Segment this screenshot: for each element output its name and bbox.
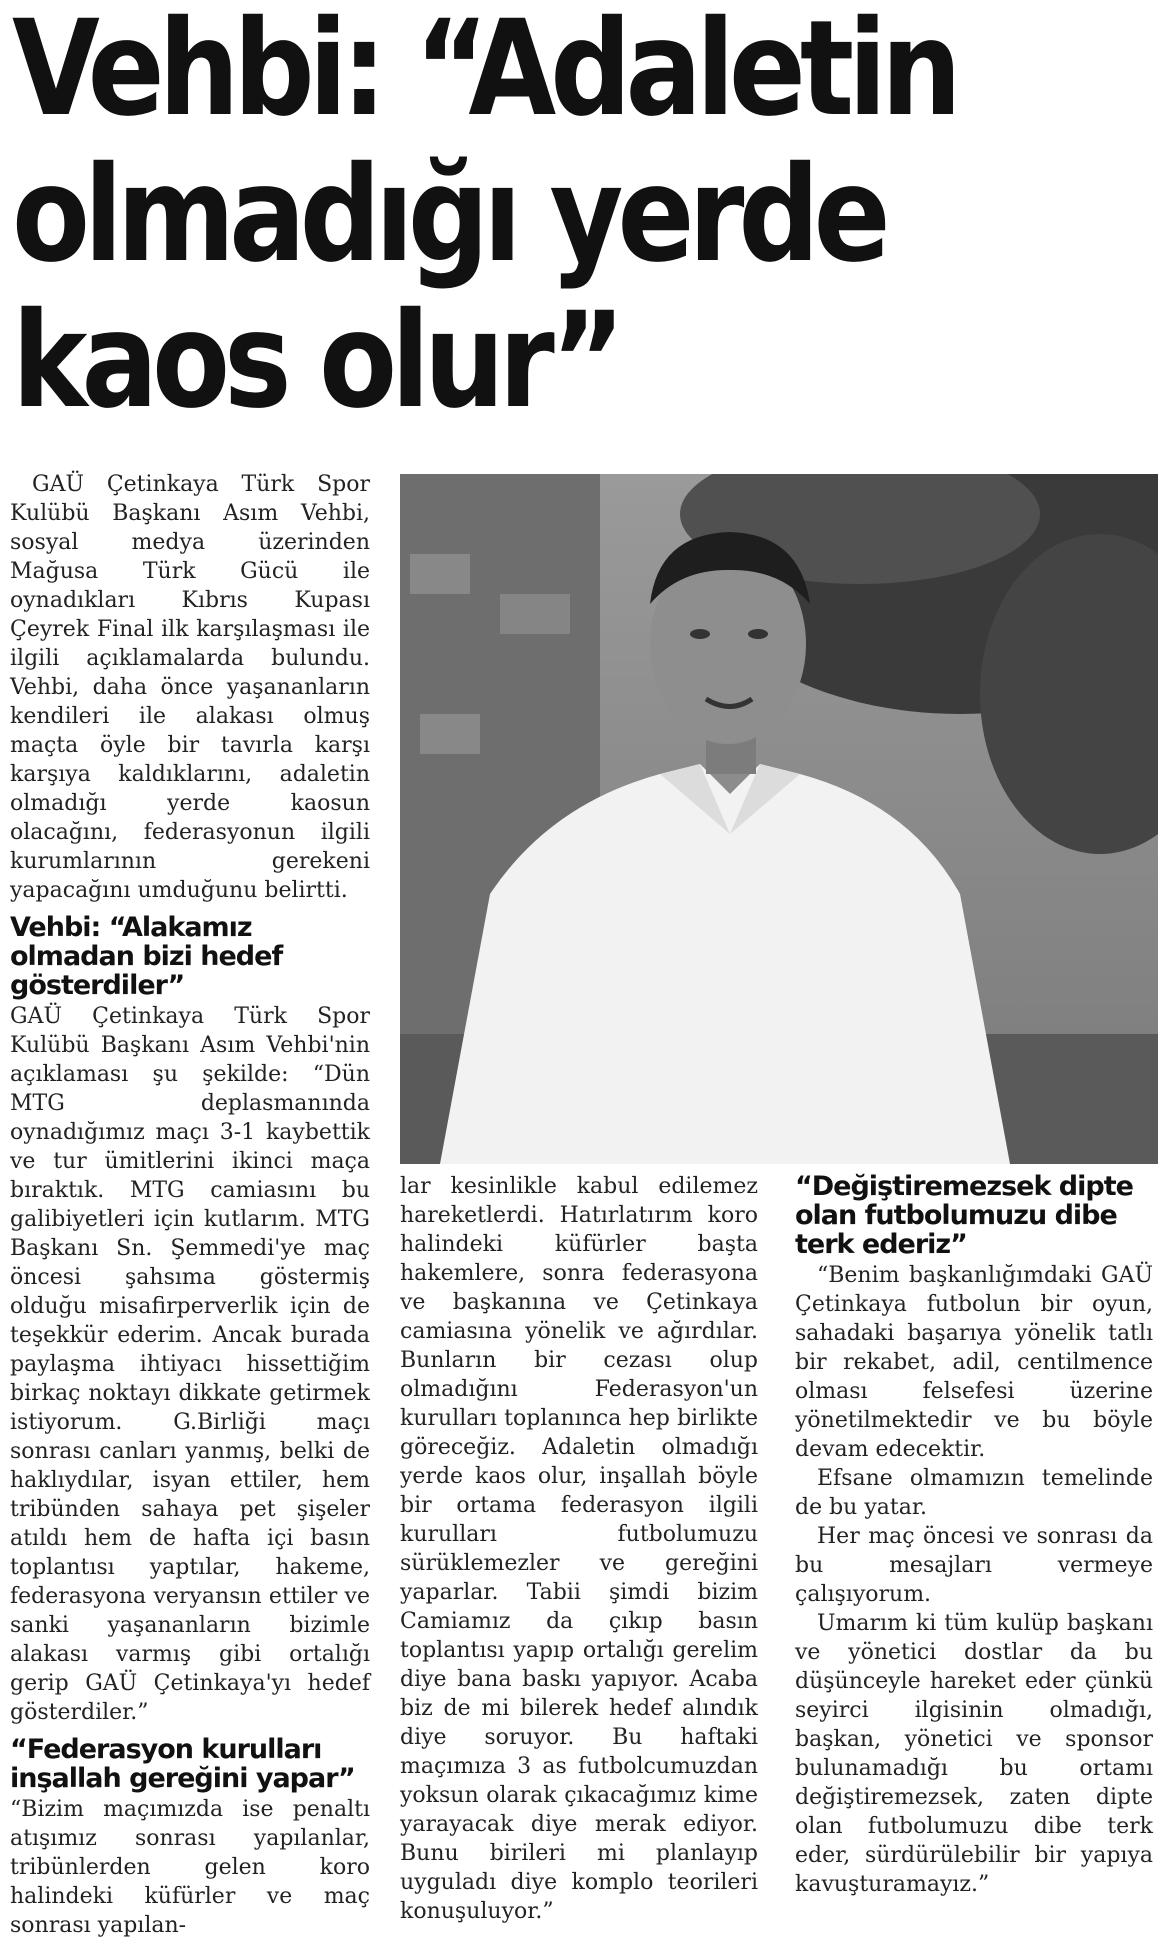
subheading-2: “Federasyon kurulları inşallah gereğini yapar” — [10, 1734, 355, 1794]
body-paragraph-4: “Benim başkanlığımdaki GAÜ Çetinkaya futbolun bir oyun, sahadaki başarıya yönelik tatlı bir rekabet, adil, centilmence olması felsefesi üzerine yönetilmektedir ve bu böyle devam edecektir. — [795, 1263, 1153, 1462]
portrait-photo — [400, 474, 1158, 1164]
body-paragraph-1: GAÜ Çetinkaya Türk Spor Kulübü Başkanı Asım Vehbi'nin açıklaması şu şekilde: “Dün MTG deplasmanında oynadığımız maçı 3-1 kaybettik ve tur ümitlerini ikinci maça bıraktık. MTG camiasını bu galibiyetleri için kutlarım. MTG Başkanı Sn. Şemmedi'ye maç öncesi şahsıma göstermiş olduğu misafirperverlik için de teşekkür ederim. Ancak burada paylaşma ihtiyacı hissettiğim birkaç noktayı dikkate getirmek istiyorum. G.Birliği maçı sonrası canları yanmış, belki de haklıydılar, isyan ettiler, hem tribünden sahaya pet şişeler atıldı hem de hafta içi basın toplantısı yaptılar, hakeme, federasyona veryansın ettiler ve sanki yaşananların bizimle alakası varmış gibi ortalığı gerip GAÜ Çetinkaya'yı hedef gösterdiler.” — [10, 1004, 370, 1725]
article-column-3 — [795, 1171, 1153, 1897]
article-column-2 — [400, 1172, 758, 1924]
body-paragraph-3: lar kesinlikle kabul edilemez hareketlerdi. Hatırlatırım koro halindeki küfürler başta hakemlere, sonra federasyona ve başkanına ve Çetinkaya camiasına yönelik ve ağırdılar. Bunların bir cezası olup olmadığını Federasyon'un kurulları toplanınca hep birlikte göreceğiz. Adaletin olmadığı yerde kaos olur, inşallah böyle bir ortama federasyon ilgili kurulları futbolumuzu sürüklemezler ve gereğini yaparlar. Tabii şimdi bizim Camiamız da çıkıp basın toplantısı yapıp ortalığı gerelim diye bana baskı yapıyor. Acaba biz de mi bilerek hedef alındık diye soruyor. Bu haftaki maçımıza 3 as futbolcumuzdan yoksun olarak çıkacağımız kime yarayacak diye merak ediyor. Bunu birileri mi planlayıp uyguladı diye komplo teorileri konuşuluyor.” — [400, 1174, 758, 1924]
article-column-1 — [10, 470, 370, 1938]
body-paragraph-6: Her maç öncesi ve sonrası da bu mesajları vermeye çalışıyorum. — [795, 1524, 1153, 1607]
body-paragraph-5: Efsane olmamızın temelinde de bu yatar. — [795, 1466, 1153, 1520]
subheading-1: Vehbi: “Alakamız olmadan bizi hedef gösterdiler” — [10, 912, 283, 1001]
subheading-3: “Değiştiremezsek dipte olan futbolumuzu dibe terk ederiz” — [795, 1171, 1133, 1260]
headline: Vehbi: “Adaletin olmadığı yerde kaos olur” — [12, 0, 956, 438]
intro-paragraph: GAÜ Çetinkaya Türk Spor Kulübü Başkanı Asım Vehbi, sosyal medya üzerinden Mağusa Türk Gücü ile oynadıkları Kıbrıs Kupası Çeyrek Final ilk karşılaşması ile ilgili açıklamalarda bulundu. Vehbi, daha önce yaşananların kendileri ile alakası olmuş maçta öyle bir tavırla karşı karşıya kaldıklarını, adaletin olmadığı yerde kaosun olacağını, federasyonun ilgili kurumlarının gerekeni yapacağını umduğunu belirtti. — [10, 472, 370, 903]
body-paragraph-2: “Bizim maçımızda ise penaltı atışımız sonrası yapılanlar, tribünlerden gelen koro halindeki küfürler ve maç sonrası yapılan- — [10, 1797, 370, 1938]
body-paragraph-7: Umarım ki tüm kulüp başkanı ve yönetici dostlar da bu düşünceyle hareket eder çünkü seyirci ilgisinin olmadığı, başkan, yönetici ve sponsor bulunamadığı bu ortamı değiştiremezsek, zaten dipte olan futbolumuzu dibe terk eder, sürdürülebilir bir yapıya kavuşturamayız.” — [795, 1611, 1153, 1897]
